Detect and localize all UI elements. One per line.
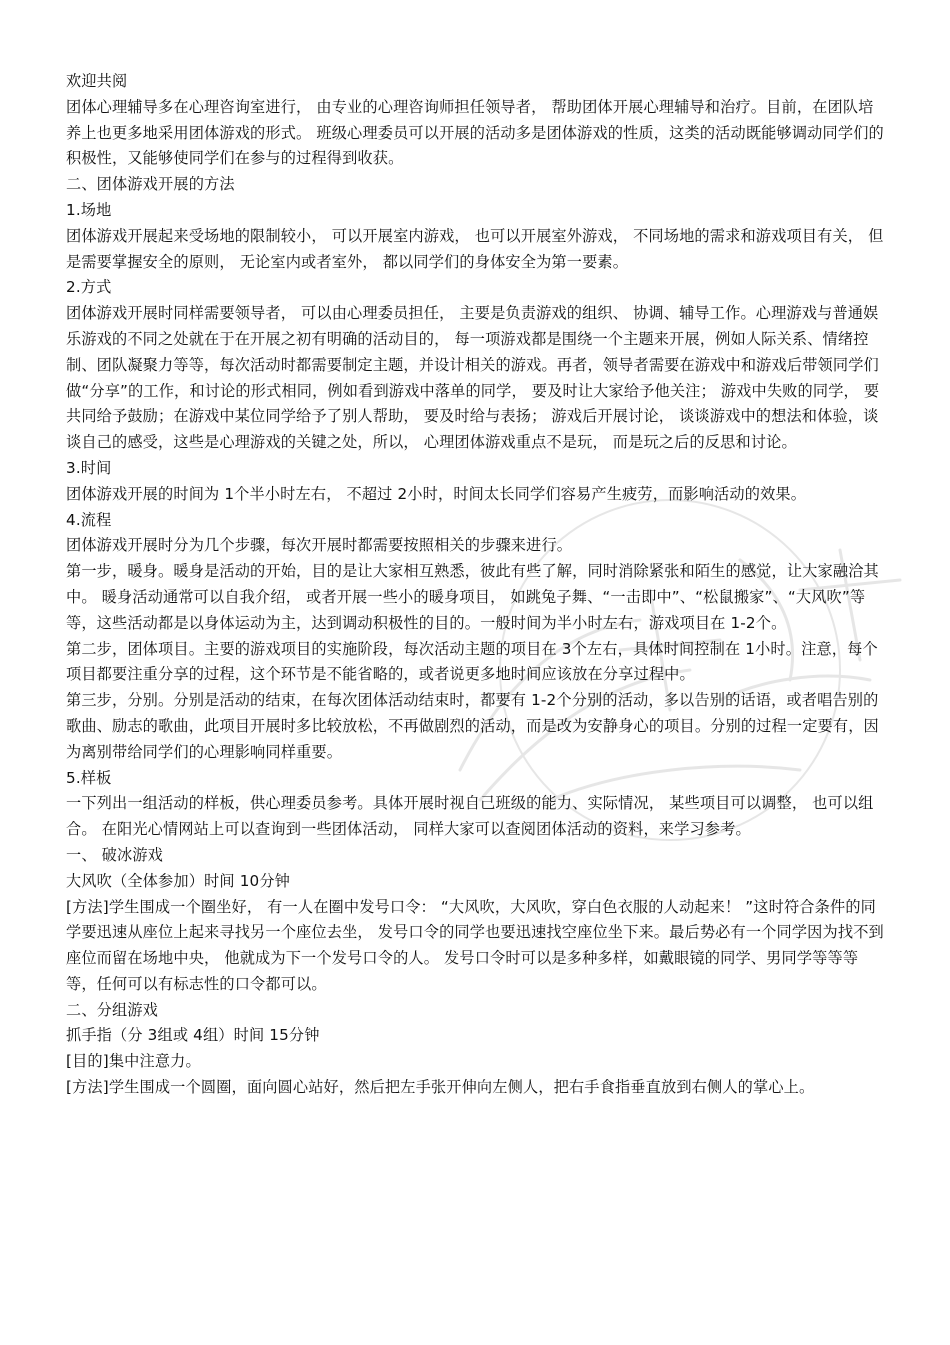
greeting-line: 欢迎共阅: [66, 72, 128, 90]
subsection-heading-sample: 5.样板: [66, 768, 112, 787]
game-title-wind: 大风吹（全体参加）时间 10分钟: [66, 871, 290, 890]
process-intro-paragraph: 团体游戏开展时分为几个步骤，每次开展时都需要按照相关的步骤来进行。: [66, 536, 573, 555]
intro-paragraph: 团体心理辅导多在心理咨询室进行， 由专业的心理咨询师担任领导者， 帮助团体开展心理辅导和治疗。目前，在团队培养上也更多地采用团体游戏的形式。 班级心理委员可以开展的活动多是团体游戏的性质，这类的活动既能够调动同学们的积极性，又能够使同学们在参与的过程得到收获。: [66, 97, 884, 168]
icebreaker-heading: 一、 破冰游戏: [66, 845, 164, 864]
document-body: [66, 69, 886, 1101]
subsection-heading-process: 4.流程: [66, 510, 112, 529]
step-one-paragraph: 第一步，暖身。暖身是活动的开始，目的是让大家相互熟悉，彼此有些了解，同时消除紧张和陌生的感觉，让大家融洽其中。 暖身活动通常可以自我介绍， 或者开展一些小的暖身项目， 如跳兔子舞、“一击即中”、“松鼠搬家”、“大风吹”等等，这些活动都是以身体运动为主，达到调动积极性的目的。一般时间为半小时左右，游戏项目在 1-2个。: [66, 562, 879, 632]
game-method-fingers: [方法]学生围成一个圆圈，面向圆心站好，然后把左手张开伸向左侧人，把右手食指垂直放到右侧人的掌心上。: [66, 1078, 815, 1097]
game-title-fingers: 抓手指（分 3组或 4组）时间 15分钟: [66, 1026, 320, 1045]
game-method-wind: [方法]学生围成一个圈坐好， 有一人在圈中发号口令： “大风吹，大风吹，穿白色衣服的人动起来！ ”这时符合条件的同学要迅速从座位上起来寻找另一个座位去坐， 发号口令的同学也要迅速找空座位坐下来。最后势必有一个同学因为找不到座位而留在场地中央， 他就成为下一个发号口令的人。 发号口令时可以是多种多样，如戴眼镜的同学、男同学等等等等，任何可以有标志性的口令都可以。: [66, 897, 884, 993]
section-heading: 二、团体游戏开展的方法: [66, 175, 235, 194]
sample-paragraph: 一下列出一组活动的样板，供心理委员参考。具体开展时视自己班级的能力、实际情况， 某些项目可以调整， 也可以组合。 在阳光心情网站上可以查询到一些团体活动， 同样大家可以查阅团体活动的资料，来学习参考。: [66, 794, 874, 839]
step-two-paragraph: 第二步，团体项目。主要的游戏项目的实施阶段，每次活动主题的项目在 3个左右，具体时间控制在 1小时。注意，每个项目都要注重分享的过程，这个环节是不能省略的，或者说更多地时间应该放在分享过程中。: [66, 639, 878, 684]
subsection-heading-time: 3.时间: [66, 458, 112, 477]
method-paragraph: 团体游戏开展时同样需要领导者， 可以由心理委员担任， 主要是负责游戏的组织、 协调、辅导工作。心理游戏与普通娱乐游戏的不同之处就在于在开展之初有明确的活动目的， 每一项游戏都是围绕一个主题来开展，例如人际关系、情绪控制、团队凝聚力等等，每次活动时都需要制定主题，并设计相关的游戏。再者，领导者需要在游戏中和游戏后带领同学们做“分享”的工作，和讨论的形式相同，例如看到游戏中落单的同学， 要及时让大家给予他关注； 游戏中失败的同学， 要共同给予鼓励；在游戏中某位同学给予了别人帮助， 要及时给与表扬； 游戏后开展讨论， 谈谈游戏中的想法和体验，谈谈自己的感受，这些是心理游戏的关键之处，所以， 心理团体游戏重点不是玩， 而是玩之后的反思和讨论。: [66, 304, 880, 452]
step-three-paragraph: 第三步，分别。分别是活动的结束，在每次团体活动结束时，都要有 1-2个分别的活动，多以告别的话语，或者唱告别的歌曲、励志的歌曲，此项目开展时多比较放松，不再做剧烈的活动，而是改为安静身心的项目。分别的过程一定要有，因为离别带给同学们的心理影响同样重要。: [66, 691, 879, 761]
subsection-heading-venue: 1.场地: [66, 200, 112, 219]
venue-paragraph: 团体游戏开展起来受场地的限制较小， 可以开展室内游戏， 也可以开展室外游戏， 不同场地的需求和游戏项目有关， 但是需要掌握安全的原则， 无论室内或者室外， 都以同学们的身体安全为第一要素。: [66, 226, 884, 271]
game-purpose-fingers: [目的]集中注意力。: [66, 1052, 201, 1071]
group-games-heading: 二、分组游戏: [66, 1000, 159, 1019]
time-paragraph: 团体游戏开展的时间为 1个半小时左右， 不超过 2小时，时间太长同学们容易产生疲劳，而影响活动的效果。: [66, 484, 807, 503]
subsection-heading-method: 2.方式: [66, 278, 112, 297]
